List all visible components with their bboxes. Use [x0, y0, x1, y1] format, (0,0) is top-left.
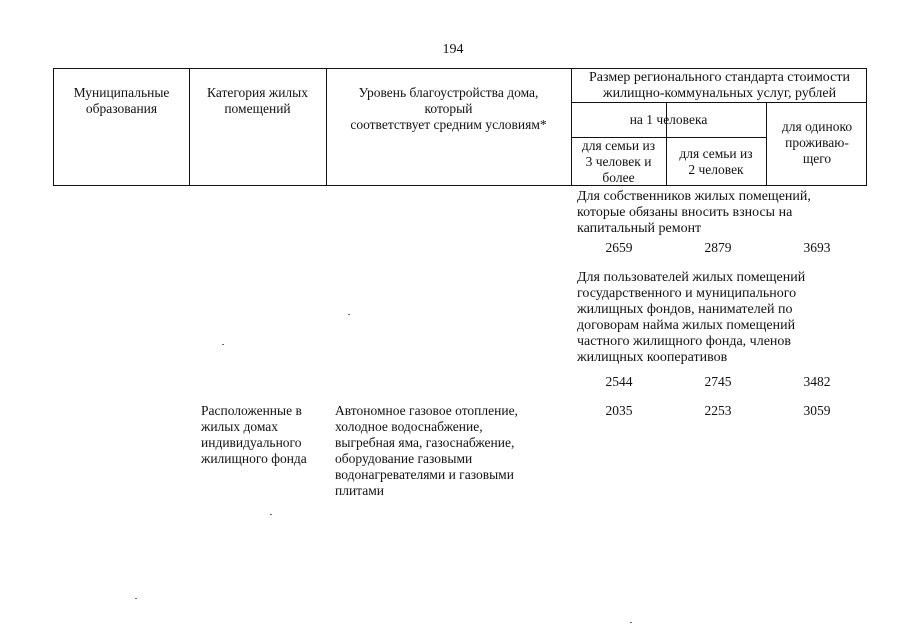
row-value-single: 3059: [803, 403, 831, 418]
users-text: Для пользователей жилых помещений государственного и муниципального жилищных фондов, нанимателей по договорам найма жилых помещений частного жилищного фонда, членов жилищных кооперативов: [577, 270, 806, 365]
row-value-family2: 2253: [704, 403, 732, 418]
header-level: Уровень благоустройства дома, который соответствует средним условиям*: [350, 85, 547, 132]
row-value-family3: 2035: [605, 403, 633, 418]
scan-speck: [270, 514, 272, 515]
row-level: Автономное газовое отопление, холодное водоснабжение, выгребная яма, газоснабжение, оборудование газовыми водонагревателями и газовыми плитами: [335, 403, 518, 498]
row-category: Расположенные в жилых домах индивидуального жилищного фонда: [201, 403, 307, 466]
owners-value-single: 3693: [803, 240, 831, 255]
row-divider: [571, 102, 866, 103]
scan-speck: [222, 344, 224, 345]
scan-speck: [135, 598, 137, 599]
owners-value-family2: 2879: [704, 240, 732, 255]
owners-value-family3: 2659: [605, 240, 633, 255]
header-municipal: Муниципальные образования: [73, 85, 170, 116]
header-single: для одиноко проживаю- щего: [781, 119, 853, 166]
header-standard: Размер регионального стандарта стоимости жилищно-коммунальных услуг, рублей: [589, 70, 850, 101]
header-family2: для семьи из 2 человек: [679, 146, 753, 177]
header-family3: для семьи из 3 человек и более: [581, 138, 656, 185]
users-value-family2: 2745: [704, 374, 732, 389]
header-per-person: на 1 человека: [629, 112, 708, 127]
scan-speck: [630, 622, 632, 623]
owners-text: Для собственников жилых помещений, которые обязаны вносить взносы на капитальный ремонт: [577, 189, 811, 236]
scan-speck: [348, 314, 350, 315]
users-value-family3: 2544: [605, 374, 633, 389]
page-number: 194: [442, 42, 464, 57]
table-header: [53, 68, 867, 186]
users-value-single: 3482: [803, 374, 831, 389]
header-category: Категория жилых помещений: [207, 85, 308, 116]
